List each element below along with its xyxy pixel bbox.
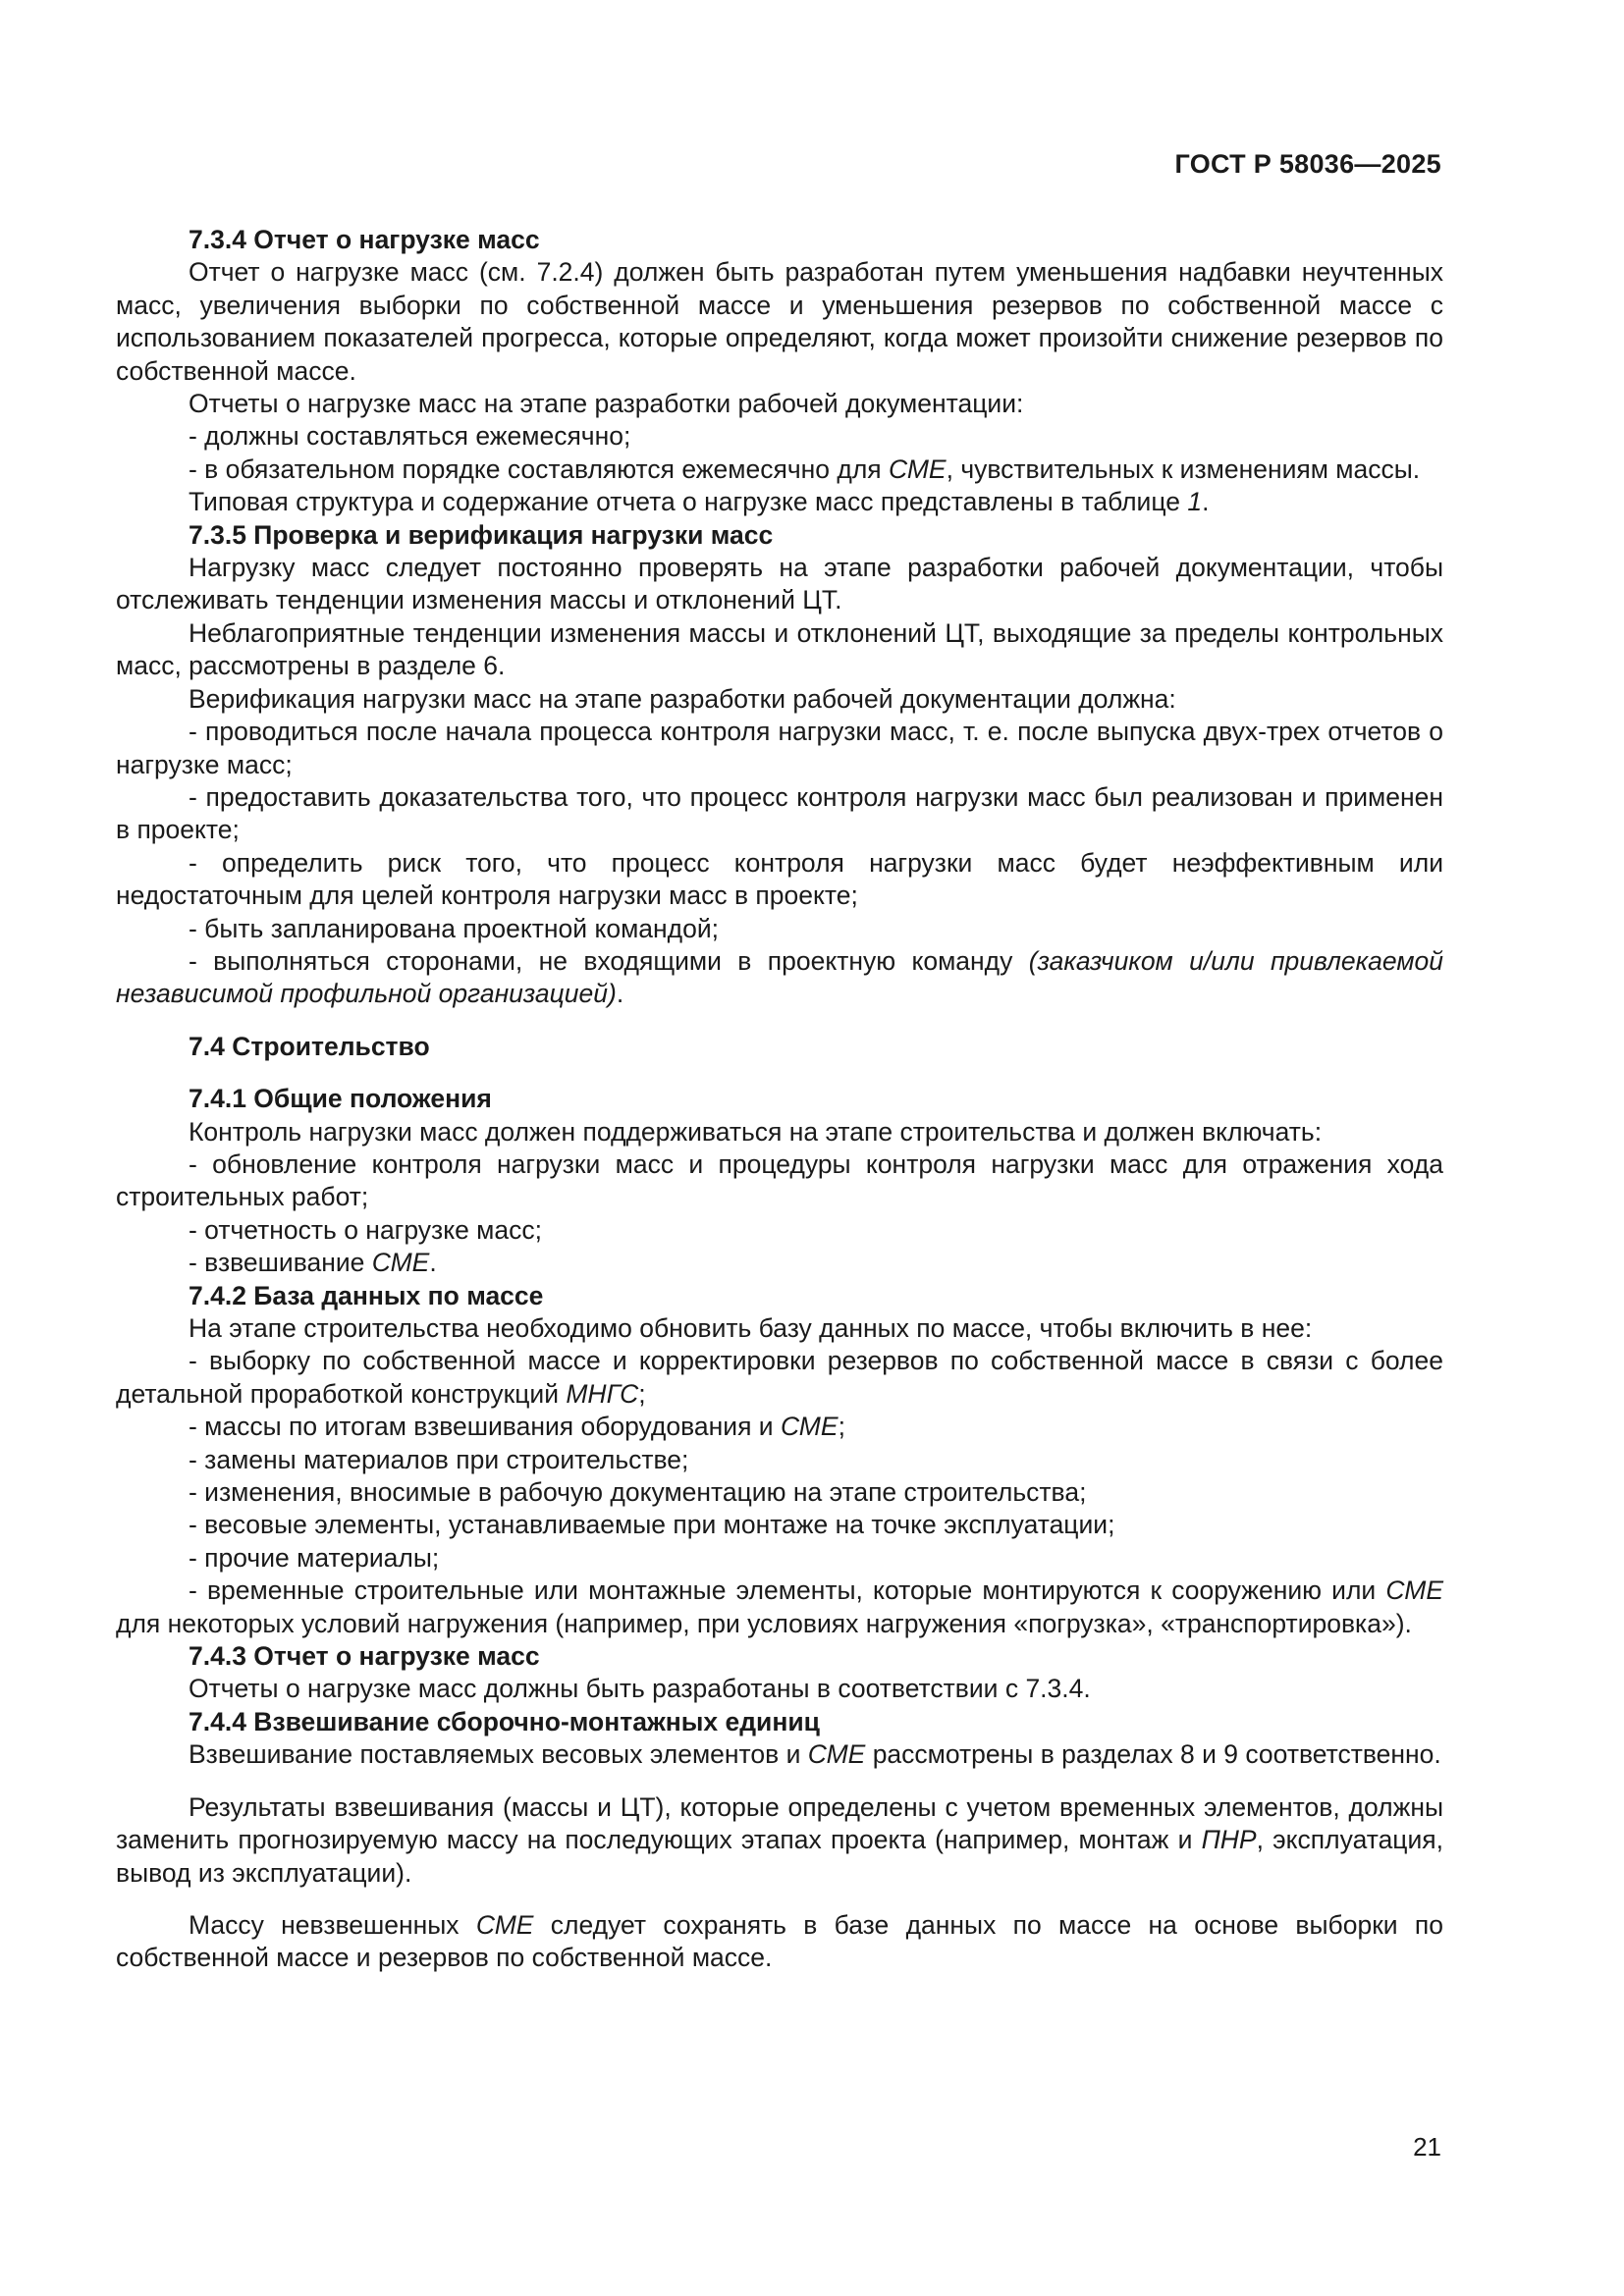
heading-7-4: 7.4 Строительство xyxy=(189,1031,430,1061)
paragraph: Нагрузку масс следует постоянно проверять на этапе разработки рабочей документации, чтобы отслеживать тенденции изменения массы и отклонений ЦТ. xyxy=(116,553,1443,615)
paragraph: Верификация нагрузки масс на этапе разработки рабочей документации должна: xyxy=(189,683,1176,714)
heading-7-4-2: 7.4.2 База данных по массе xyxy=(189,1280,544,1310)
list-item: - отчетность о нагрузке масс; xyxy=(189,1214,543,1245)
list-item: - предоставить доказательства того, что процесс контроля нагрузки масс был реализован и применен в проекте; xyxy=(116,781,1443,845)
paragraph: Контроль нагрузки масс должен поддерживаться на этапе строительства и должен включать: xyxy=(189,1116,1323,1147)
heading-7-3-5: 7.3.5 Проверка и верификация нагрузки масс xyxy=(189,519,774,550)
paragraph: Типовая структура и содержание отчета о нагрузке масс представлены в таблице 1. xyxy=(189,487,1210,517)
paragraph: Отчеты о нагрузке масс должны быть разработаны в соответствии с 7.3.4. xyxy=(189,1674,1091,1704)
heading-7-4-3: 7.4.3 Отчет о нагрузке масс xyxy=(189,1641,540,1672)
list-item: - временные строительные или монтажные элементы, которые монтируются к сооружению или СМЕ для некоторых условий нагружения (например, при условиях нагружения «погрузка», «транспортировка»). xyxy=(116,1575,1443,1638)
list-item: - быть запланирована проектной командой; xyxy=(189,913,720,943)
document-body xyxy=(116,224,1443,1975)
list-item: - изменения, вносимые в рабочую документацию на этапе строительства; xyxy=(189,1477,1087,1508)
list-item: - массы по итогам взвешивания оборудования и СМЕ; xyxy=(189,1412,845,1442)
list-item: - определить риск того, что процесс контроля нагрузки масс будет неэффективным или недостаточным для целей контроля нагрузки масс в проекте; xyxy=(116,847,1443,911)
paragraph: Результаты взвешивания (массы и ЦТ), которые определены с учетом временных элементов, должны заменить прогнозируемую массу на последующих этапах проекта (например, монтаж и ПНР, эксплуатация, вывод из эксплуатации). xyxy=(116,1791,1443,1888)
paragraph: Отчеты о нагрузке масс на этапе разработки рабочей документации: xyxy=(189,389,1024,419)
paragraph: Отчет о нагрузке масс (см. 7.2.4) должен быть разработан путем уменьшения надбавки неучтенных масс, увеличения выборки по собственной массе и уменьшения резервов по собственной массе с использованием показателей прогресса, которые определяют, когда может произойти снижение резервов по собственной массе. xyxy=(116,257,1443,386)
standard-designation: ГОСТ Р 58036—2025 xyxy=(1174,149,1441,179)
heading-7-4-1: 7.4.1 Общие положения xyxy=(189,1084,492,1114)
list-item: - замены материалов при строительстве; xyxy=(189,1444,689,1474)
paragraph: Неблагоприятные тенденции изменения массы и отклонений ЦТ, выходящие за пределы контрольных масс, рассмотрены в разделе 6. xyxy=(116,617,1443,681)
list-item: - проводиться после начала процесса контроля нагрузки масс, т. е. после выпуска двух-трех отчетов о нагрузке масс; xyxy=(116,717,1443,779)
paragraph: Массу невзвешенных СМЕ следует сохранять в базе данных по массе на основе выборки по собственной массе и резервов по собственной массе. xyxy=(116,1909,1443,1973)
page-number: 21 xyxy=(1413,2132,1441,2162)
list-item: - прочие материалы; xyxy=(189,1542,440,1573)
paragraph: Взвешивание поставляемых весовых элементов и СМЕ рассмотрены в разделах 8 и 9 соответственно. xyxy=(189,1739,1441,1770)
list-item: - взвешивание СМЕ. xyxy=(189,1248,437,1278)
heading-7-3-4: 7.3.4 Отчет о нагрузке масс xyxy=(189,225,540,254)
list-item: - должны составляться ежемесячно; xyxy=(189,421,631,452)
list-item: - выполняться сторонами, не входящими в проектную команду (заказчиком и/или привлекаемой независимой профильной организацией). xyxy=(116,945,1443,1009)
list-item: - обновление контроля нагрузки масс и процедуры контроля нагрузки масс для отражения хода строительных работ; xyxy=(116,1148,1443,1212)
list-item: - в обязательном порядке составляются ежемесячно для СМЕ, чувствительных к изменениям массы. xyxy=(189,454,1421,484)
list-item: - весовые элементы, устанавливаемые при монтаже на точке эксплуатации; xyxy=(189,1510,1115,1540)
list-item: - выборку по собственной массе и корректировки резервов по собственной массе в связи с более детальной проработкой конструкций МНГС; xyxy=(116,1346,1443,1409)
paragraph: На этапе строительства необходимо обновить базу данных по массе, чтобы включить в нее: xyxy=(189,1313,1313,1343)
heading-7-4-4: 7.4.4 Взвешивание сборочно-монтажных единиц xyxy=(189,1706,820,1736)
